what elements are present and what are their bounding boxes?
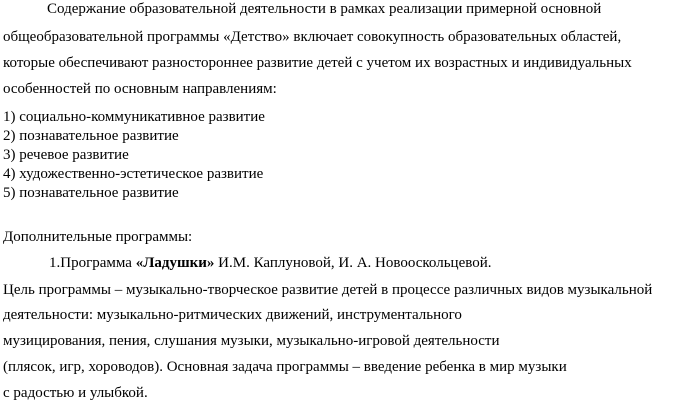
goal-line-2: деятельности: музыкально-ритмических движений, инструментального xyxy=(3,307,462,323)
list-item: 1) социально-коммуникативное развитие xyxy=(3,109,265,125)
goal-line-5: с радостью и улыбкой. xyxy=(3,385,148,401)
program-prefix: 1.Программа xyxy=(49,255,136,271)
program-authors: И.М. Каплуновой, И. А. Новооскольцевой. xyxy=(214,255,492,271)
intro-line-3: которые обеспечивают разностороннее развитие детей с учетом их возрастных и индивидуальных xyxy=(3,55,632,71)
intro-line-1: Содержание образовательной деятельности в рамках реализации примерной основной xyxy=(47,1,602,17)
list-item: 2) познавательное развитие xyxy=(3,128,179,144)
intro-line-2: общеобразовательной программы «Детство» включает совокупность образовательных областей, xyxy=(3,29,622,45)
list-item: 4) художественно-эстетическое развитие xyxy=(3,166,264,182)
goal-line-3: музицирования, пения, слушания музыки, музыкально-игровой деятельности xyxy=(3,333,500,349)
intro-line-4: особенностей по основным направлениям: xyxy=(3,81,277,97)
list-item: 5) познавательное развитие xyxy=(3,185,179,201)
section-heading: Дополнительные программы: xyxy=(3,229,193,245)
program-name: «Ладушки» xyxy=(135,255,215,271)
program-title xyxy=(49,253,492,273)
goal-line-4: (плясок, игр, хороводов). Основная задача программы – введение ребенка в мир музыки xyxy=(3,359,567,375)
list-item: 3) речевое развитие xyxy=(3,147,129,163)
goal-line-1: Цель программы – музыкально-творческое развитие детей в процессе различных видов музыкальной xyxy=(3,282,653,298)
